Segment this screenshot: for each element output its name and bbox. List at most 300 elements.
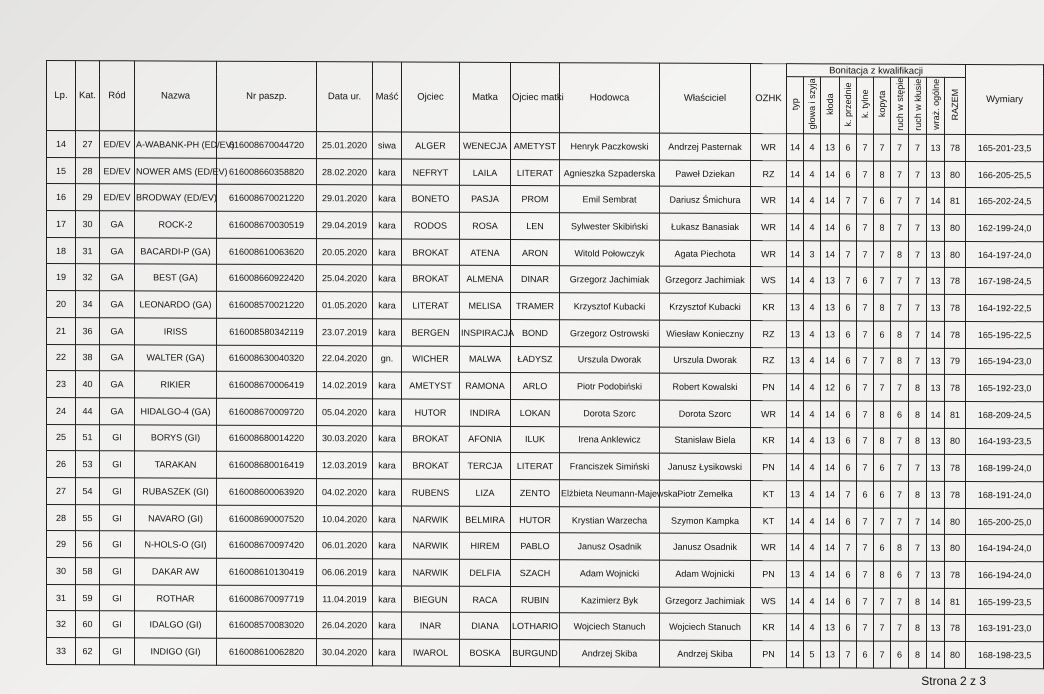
cell-bonitacja: 14 xyxy=(927,321,945,348)
cell-bonitacja: 7 xyxy=(891,161,909,188)
cell-bonitacja: 14 xyxy=(821,481,840,508)
cell-rod: GA xyxy=(100,291,135,318)
cell-masc: kara xyxy=(373,425,402,452)
cell-bonitacja: 14 xyxy=(787,160,804,187)
cell-bonitacja: 14 xyxy=(821,214,840,241)
cell-data-ur: 20.05.2020 xyxy=(317,238,373,265)
cell-wymiary: 167-198-24,5 xyxy=(966,268,1044,295)
cell-bonitacja: 14 xyxy=(821,347,840,374)
cell-ojciec-matki: ILUK xyxy=(511,426,560,453)
cell-ozhk: KR xyxy=(751,427,787,454)
cell-bonitacja: 4 xyxy=(804,401,821,428)
cell-nr-paszp: 616008610130419 xyxy=(217,558,317,585)
cell-nazwa: DAKAR AW xyxy=(135,558,217,585)
cell-bonitacja: 13 xyxy=(927,294,945,321)
cell-lp: 22 xyxy=(47,344,76,371)
cell-masc: gn. xyxy=(373,345,402,372)
cell-nazwa: BEST (GA) xyxy=(135,264,217,291)
cell-bonitacja: 6 xyxy=(840,508,857,535)
cell-lp: 30 xyxy=(47,557,76,584)
cell-rod: GI xyxy=(100,584,135,611)
cell-bonitacja: 6 xyxy=(857,641,874,668)
cell-nr-paszp: 616008670044720 xyxy=(217,131,317,158)
cell-bonitacja: 7 xyxy=(857,614,874,641)
cell-bonitacja: 14 xyxy=(927,188,945,215)
cell-ojciec-matki: BURGUND xyxy=(511,640,560,667)
header-nazwa: Nazwa xyxy=(135,61,217,131)
cell-kat: 27 xyxy=(76,131,100,158)
cell-matka: AFONIA xyxy=(460,426,511,453)
cell-bonitacja: 5 xyxy=(804,641,821,668)
cell-matka: ATENA xyxy=(460,239,511,266)
cell-bonitacja: 7 xyxy=(874,374,891,401)
cell-bonitacja: 14 xyxy=(821,401,840,428)
cell-nazwa: NAVARO (GI) xyxy=(135,504,217,531)
cell-ozhk: WS xyxy=(751,587,787,614)
cell-kat: 29 xyxy=(76,184,100,211)
cell-bonitacja: 13 xyxy=(927,348,945,375)
cell-rod: GI xyxy=(100,504,135,531)
cell-wlasciciel: Agata Piechota xyxy=(660,240,751,267)
cell-bonitacja: 14 xyxy=(787,614,804,641)
cell-ozhk: WR xyxy=(751,400,787,427)
cell-matka: BELMIRA xyxy=(460,506,511,533)
cell-bonitacja: 7 xyxy=(891,134,909,161)
cell-ozhk: KR xyxy=(751,294,787,321)
cell-masc: kara xyxy=(373,399,402,426)
table-body xyxy=(47,130,1044,668)
cell-ojciec-matki: ZENTO xyxy=(511,479,560,506)
cell-bonitacja: 7 xyxy=(909,508,927,535)
cell-bonitacja: 13 xyxy=(821,614,840,641)
cell-data-ur: 23.07.2019 xyxy=(317,318,373,345)
cell-ojciec: LITERAT xyxy=(402,292,460,319)
cell-bonitacja: 12 xyxy=(821,374,840,401)
cell-bonitacja: 81 xyxy=(945,188,966,215)
cell-bonitacja: 8 xyxy=(891,534,909,561)
cell-matka: TERCJA xyxy=(460,453,511,480)
cell-bonitacja: 7 xyxy=(909,535,927,562)
cell-bonitacja: 7 xyxy=(857,588,874,615)
cell-bonitacja: 14 xyxy=(821,161,840,188)
cell-bonitacja: 13 xyxy=(787,347,804,374)
cell-kat: 56 xyxy=(76,531,100,558)
cell-bonitacja: 6 xyxy=(840,214,857,241)
cell-bonitacja: 7 xyxy=(891,454,909,481)
cell-wlasciciel: Wojciech Stanuch xyxy=(660,614,751,641)
cell-bonitacja: 8 xyxy=(909,428,927,455)
cell-nazwa: IRISS xyxy=(135,318,217,345)
cell-matka: DIANA xyxy=(460,613,511,640)
cell-hodowca: Krystian Warzecha xyxy=(560,506,660,533)
cell-hodowca: Emil Sembrat xyxy=(560,186,660,213)
cell-matka: LAILA xyxy=(460,159,511,186)
cell-masc: kara xyxy=(373,292,402,319)
cell-bonitacja: 7 xyxy=(857,241,874,268)
header-bon-label: kłoda xyxy=(825,93,835,115)
cell-bonitacja: 8 xyxy=(874,401,891,428)
cell-matka: MELISA xyxy=(460,292,511,319)
header-bon-col xyxy=(909,77,927,134)
cell-bonitacja: 80 xyxy=(945,428,966,455)
cell-rod: GA xyxy=(100,344,135,371)
cell-bonitacja: 14 xyxy=(787,641,804,668)
cell-wlasciciel: Wiesław Konieczny xyxy=(660,320,751,347)
cell-wlasciciel: Stanisław Biela xyxy=(660,427,751,454)
cell-ozhk: WS xyxy=(751,267,787,294)
cell-nr-paszp: 616008610063620 xyxy=(217,238,317,265)
cell-lp: 27 xyxy=(47,477,76,504)
header-bon-col xyxy=(804,77,821,134)
cell-matka: INDIRA xyxy=(460,399,511,426)
cell-ojciec-matki: ŁADYSZ xyxy=(511,346,560,373)
cell-lp: 25 xyxy=(47,424,76,451)
cell-nazwa: INDIGO (GI) xyxy=(135,638,217,665)
cell-kat: 40 xyxy=(76,371,100,398)
cell-bonitacja: 13 xyxy=(927,615,945,642)
cell-bonitacja: 7 xyxy=(909,561,927,588)
cell-bonitacja: 14 xyxy=(821,588,840,615)
cell-bonitacja: 14 xyxy=(927,508,945,535)
cell-bonitacja: 8 xyxy=(909,374,927,401)
cell-data-ur: 04.02.2020 xyxy=(317,479,373,506)
cell-bonitacja: 7 xyxy=(857,534,874,561)
cell-data-ur: 12.03.2019 xyxy=(317,452,373,479)
cell-ozhk: PN xyxy=(751,454,787,481)
cell-kat: 36 xyxy=(76,317,100,344)
cell-nr-paszp: 616008670097719 xyxy=(217,585,317,612)
cell-bonitacja: 14 xyxy=(821,561,840,588)
cell-matka: PASJA xyxy=(460,186,511,213)
cell-bonitacja: 6 xyxy=(840,347,857,374)
cell-nazwa: A-WABANK-PH (ED/EV) xyxy=(135,131,217,158)
cell-bonitacja: 6 xyxy=(857,267,874,294)
header-bon-label: ruch w stępie xyxy=(894,77,905,131)
cell-kat: 51 xyxy=(76,424,100,451)
cell-matka: RAMONA xyxy=(460,372,511,399)
cell-ozhk: RZ xyxy=(751,320,787,347)
cell-wymiary: 165-195-22,5 xyxy=(966,321,1044,348)
cell-bonitacja: 7 xyxy=(857,428,874,455)
header-ozhk: OZHK xyxy=(751,64,787,134)
cell-ojciec: NARWIK xyxy=(402,506,460,533)
cell-wlasciciel: Robert Kowalski xyxy=(660,373,751,400)
cell-bonitacja: 7 xyxy=(891,214,909,241)
cell-wlasciciel: Piotr Zemełka xyxy=(660,480,751,507)
cell-ojciec: WICHER xyxy=(402,346,460,373)
cell-kat: 44 xyxy=(76,397,100,424)
cell-lp: 26 xyxy=(47,451,76,478)
header-bon-col xyxy=(891,77,909,134)
cell-lp: 20 xyxy=(47,291,76,318)
cell-masc: kara xyxy=(373,319,402,346)
cell-nr-paszp: 616008670009720 xyxy=(217,398,317,425)
cell-wlasciciel: Paweł Dziekan xyxy=(660,160,751,187)
cell-bonitacja: 7 xyxy=(909,188,927,215)
cell-bonitacja: 7 xyxy=(891,508,909,535)
cell-ojciec-matki: LOTHARIO xyxy=(511,613,560,640)
cell-nazwa: BORYS (GI) xyxy=(135,424,217,451)
cell-bonitacja: 4 xyxy=(804,507,821,534)
cell-bonitacja: 7 xyxy=(874,588,891,615)
cell-matka: BOSKA xyxy=(460,639,511,666)
cell-bonitacja: 8 xyxy=(909,401,927,428)
cell-nr-paszp: 616008670030519 xyxy=(217,211,317,238)
cell-rod: GI xyxy=(100,638,135,665)
cell-bonitacja: 13 xyxy=(927,428,945,455)
cell-bonitacja: 6 xyxy=(840,294,857,321)
cell-nazwa: NOWER AMS (ED/EV) xyxy=(135,158,217,185)
cell-ojciec: AMETYST xyxy=(402,372,460,399)
cell-data-ur: 25.01.2020 xyxy=(317,132,373,159)
cell-bonitacja: 7 xyxy=(874,508,891,535)
cell-ozhk: KT xyxy=(751,507,787,534)
cell-bonitacja: 7 xyxy=(857,374,874,401)
cell-ojciec-matki: AMETYST xyxy=(511,133,560,160)
cell-ojciec-matki: PABLO xyxy=(511,533,560,560)
cell-matka: DELFIA xyxy=(460,559,511,586)
cell-bonitacja: 7 xyxy=(857,508,874,535)
cell-lp: 33 xyxy=(47,638,76,665)
cell-nazwa: IDALGO (GI) xyxy=(135,611,217,638)
cell-rod: GI xyxy=(100,531,135,558)
cell-wymiary: 168-209-24,5 xyxy=(966,401,1044,428)
cell-bonitacja: 6 xyxy=(840,614,857,641)
cell-rod: GI xyxy=(100,478,135,505)
cell-ojciec-matki: ARON xyxy=(511,239,560,266)
cell-nr-paszp: 616008580342119 xyxy=(217,318,317,345)
cell-bonitacja: 6 xyxy=(874,321,891,348)
cell-bonitacja: 14 xyxy=(927,641,945,668)
cell-lp: 19 xyxy=(47,264,76,291)
cell-hodowca: Piotr Podobiński xyxy=(560,373,660,400)
cell-bonitacja: 6 xyxy=(891,561,909,588)
cell-ojciec-matki: DINAR xyxy=(511,266,560,293)
header-bon-col xyxy=(927,77,945,134)
cell-ojciec: BROKAT xyxy=(402,452,460,479)
cell-wymiary: 165-192-23,0 xyxy=(966,375,1044,402)
cell-kat: 53 xyxy=(76,451,100,478)
cell-masc: kara xyxy=(373,559,402,586)
header-bon-label: wraż. ogólne xyxy=(930,78,941,130)
cell-bonitacja: 6 xyxy=(874,454,891,481)
cell-matka: LIZA xyxy=(460,479,511,506)
cell-data-ur: 30.04.2020 xyxy=(317,639,373,666)
cell-bonitacja: 78 xyxy=(945,134,966,161)
header-bon-label: k. tylne xyxy=(860,89,870,119)
cell-bonitacja: 4 xyxy=(804,534,821,561)
cell-data-ur: 06.06.2019 xyxy=(317,559,373,586)
cell-masc: kara xyxy=(373,639,402,666)
cell-rod: GI xyxy=(100,424,135,451)
cell-hodowca: Grzegorz Jachimiak xyxy=(560,266,660,293)
cell-data-ur: 30.03.2020 xyxy=(317,425,373,452)
cell-kat: 31 xyxy=(76,237,100,264)
cell-masc: kara xyxy=(373,586,402,613)
header-bon-col xyxy=(945,77,966,134)
cell-ojciec: BROKAT xyxy=(402,426,460,453)
cell-bonitacja: 81 xyxy=(945,588,966,615)
cell-bonitacja: 14 xyxy=(787,401,804,428)
cell-nazwa: TARAKAN xyxy=(135,451,217,478)
cell-nr-paszp: 616008670006419 xyxy=(217,371,317,398)
cell-nr-paszp: 616008670097420 xyxy=(217,532,317,559)
cell-data-ur: 05.04.2020 xyxy=(317,399,373,426)
cell-nazwa: WALTER (GA) xyxy=(135,344,217,371)
cell-bonitacja: 80 xyxy=(945,241,966,268)
cell-hodowca: Urszula Dworak xyxy=(560,346,660,373)
cell-bonitacja: 80 xyxy=(945,508,966,535)
cell-wymiary: 165-200-25,0 xyxy=(966,508,1044,535)
cell-bonitacja: 4 xyxy=(804,294,821,321)
cell-wymiary: 165-202-24,5 xyxy=(966,188,1044,215)
cell-rod: GA xyxy=(100,398,135,425)
cell-bonitacja: 78 xyxy=(945,321,966,348)
cell-nr-paszp: 616008680014220 xyxy=(217,425,317,452)
cell-kat: 62 xyxy=(76,638,100,665)
cell-bonitacja: 8 xyxy=(909,615,927,642)
cell-matka: WENECJA xyxy=(460,132,511,159)
cell-bonitacja: 13 xyxy=(821,294,840,321)
cell-bonitacja: 7 xyxy=(840,241,857,268)
cell-bonitacja: 14 xyxy=(787,507,804,534)
cell-matka: ROSA xyxy=(460,212,511,239)
cell-masc: kara xyxy=(373,212,402,239)
cell-bonitacja: 14 xyxy=(821,241,840,268)
cell-hodowca: Sylwester Skibiński xyxy=(560,213,660,240)
cell-bonitacja: 13 xyxy=(821,427,840,454)
cell-nr-paszp: 616008680016419 xyxy=(217,451,317,478)
cell-ojciec: BROKAT xyxy=(402,239,460,266)
cell-bonitacja: 7 xyxy=(840,641,857,668)
cell-hodowca: Agnieszka Szpaderska xyxy=(560,159,660,186)
header-bon-label: ruch w kłusie xyxy=(912,78,923,131)
cell-lp: 21 xyxy=(47,317,76,344)
cell-data-ur: 10.04.2020 xyxy=(317,505,373,532)
cell-wlasciciel: Dariusz Śmichura xyxy=(660,187,751,214)
cell-ojciec: ALGER xyxy=(402,132,460,159)
cell-hodowca: Andrzej Skiba xyxy=(560,640,660,667)
cell-nr-paszp: 616008570021220 xyxy=(217,291,317,318)
cell-hodowca: Irena Anklewicz xyxy=(560,426,660,453)
header-bonitacja: Bonitacja z kwalifikacji xyxy=(787,64,966,78)
cell-bonitacja: 8 xyxy=(891,321,909,348)
cell-masc: kara xyxy=(373,612,402,639)
cell-ozhk: RZ xyxy=(751,347,787,374)
cell-bonitacja: 7 xyxy=(857,561,874,588)
cell-bonitacja: 81 xyxy=(945,401,966,428)
cell-bonitacja: 8 xyxy=(909,481,927,508)
cell-ozhk: WR xyxy=(751,534,787,561)
cell-bonitacja: 7 xyxy=(874,134,891,161)
cell-bonitacja: 8 xyxy=(874,561,891,588)
cell-wlasciciel: Janusz Łysikowski xyxy=(660,453,751,480)
cell-bonitacja: 6 xyxy=(840,401,857,428)
cell-bonitacja: 4 xyxy=(804,454,821,481)
cell-bonitacja: 14 xyxy=(787,240,804,267)
cell-bonitacja: 6 xyxy=(857,481,874,508)
cell-bonitacja: 7 xyxy=(857,134,874,161)
cell-bonitacja: 78 xyxy=(945,561,966,588)
cell-wlasciciel: Janusz Osadnik xyxy=(660,533,751,560)
cell-bonitacja: 14 xyxy=(787,267,804,294)
cell-hodowca: Grzegorz Ostrowski xyxy=(560,320,660,347)
cell-bonitacja: 13 xyxy=(927,268,945,295)
cell-kat: 30 xyxy=(76,211,100,238)
cell-hodowca: Janusz Osadnik xyxy=(560,533,660,560)
cell-bonitacja: 4 xyxy=(804,427,821,454)
cell-ojciec: BERGEN xyxy=(402,319,460,346)
header-matka: Matka xyxy=(460,62,511,132)
cell-ojciec: HUTOR xyxy=(402,399,460,426)
header-bon-col xyxy=(840,77,857,134)
cell-kat: 38 xyxy=(76,344,100,371)
cell-wymiary: 164-197-24,0 xyxy=(966,241,1044,268)
cell-bonitacja: 13 xyxy=(927,161,945,188)
cell-ojciec-matki: LEN xyxy=(511,213,560,240)
cell-bonitacja: 13 xyxy=(927,214,945,241)
cell-bonitacja: 7 xyxy=(857,401,874,428)
cell-bonitacja: 7 xyxy=(857,161,874,188)
cell-wlasciciel: Łukasz Banasiak xyxy=(660,213,751,240)
page-number: Strona 2 z 3 xyxy=(921,674,986,688)
cell-nr-paszp: 616008610062820 xyxy=(217,638,317,665)
cell-bonitacja: 6 xyxy=(840,561,857,588)
cell-wymiary: 166-194-24,0 xyxy=(966,561,1044,588)
cell-nazwa: ROCK-2 xyxy=(135,211,217,238)
header-masc: Maść xyxy=(373,62,402,132)
cell-bonitacja: 4 xyxy=(804,321,821,348)
cell-bonitacja: 8 xyxy=(874,294,891,321)
cell-bonitacja: 13 xyxy=(927,561,945,588)
cell-bonitacja: 6 xyxy=(874,481,891,508)
cell-bonitacja: 7 xyxy=(909,214,927,241)
cell-lp: 15 xyxy=(47,157,76,184)
cell-bonitacja: 80 xyxy=(945,161,966,188)
cell-bonitacja: 14 xyxy=(927,588,945,615)
cell-bonitacja: 4 xyxy=(804,374,821,401)
cell-bonitacja: 78 xyxy=(945,615,966,642)
cell-bonitacja: 7 xyxy=(909,321,927,348)
cell-hodowca: Krzysztof Kubacki xyxy=(560,293,660,320)
cell-bonitacja: 7 xyxy=(891,588,909,615)
cell-nazwa: RUBASZEK (GI) xyxy=(135,478,217,505)
cell-bonitacja: 6 xyxy=(874,534,891,561)
cell-bonitacja: 78 xyxy=(945,481,966,508)
cell-wymiary: 164-192-22,5 xyxy=(966,295,1044,322)
cell-ozhk: WR xyxy=(751,240,787,267)
header-hodowca: Hodowca xyxy=(560,63,660,133)
cell-bonitacja: 7 xyxy=(891,188,909,215)
cell-bonitacja: 14 xyxy=(927,401,945,428)
cell-ozhk: PN xyxy=(751,641,787,668)
cell-nr-paszp: 616008570083020 xyxy=(217,612,317,639)
horse-table xyxy=(46,60,1044,669)
cell-bonitacja: 4 xyxy=(804,561,821,588)
cell-bonitacja: 7 xyxy=(909,134,927,161)
cell-rod: GI xyxy=(100,611,135,638)
cell-bonitacja: 7 xyxy=(891,374,909,401)
cell-bonitacja: 14 xyxy=(787,534,804,561)
cell-data-ur: 29.04.2019 xyxy=(317,212,373,239)
cell-masc: kara xyxy=(373,265,402,292)
cell-bonitacja: 7 xyxy=(840,187,857,214)
cell-bonitacja: 7 xyxy=(909,161,927,188)
cell-kat: 32 xyxy=(76,264,100,291)
cell-bonitacja: 13 xyxy=(927,535,945,562)
cell-bonitacja: 6 xyxy=(840,161,857,188)
header-rod: Ród xyxy=(100,61,135,131)
